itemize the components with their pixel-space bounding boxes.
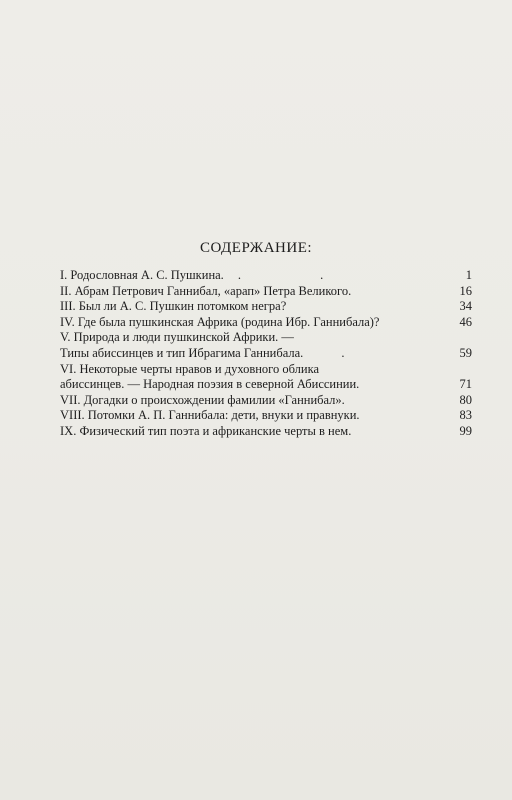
toc-entry-page: 34 (459, 299, 472, 314)
toc-entry-5 (60, 330, 472, 346)
toc-entry-1 (60, 268, 472, 284)
toc-entry-title: V. Природа и люди пушкинской Африки. — (60, 330, 294, 345)
toc-entry-title: III. Был ли А. С. Пушкин потомком негра? (60, 299, 287, 314)
toc-entry-page: 46 (459, 314, 472, 329)
toc-entry-dots: . . (237, 268, 362, 282)
toc-entry-dots: . (341, 345, 383, 360)
toc-entry-title: II. Абрам Петрович Ганнибал, «арап» Петра Великого. (60, 283, 352, 298)
toc-entry-6-continuation (60, 377, 472, 393)
toc-entry-4 (60, 315, 472, 331)
toc-entry-title: VI. Некоторые черты нравов и духовного облика (60, 361, 320, 376)
toc-entry-9 (60, 424, 472, 440)
toc-entry-page: 83 (459, 408, 472, 423)
table-of-contents (60, 268, 472, 440)
toc-entry-title: IV. Где была пушкинская Африка (родина Ибр. Ганнибала)? (60, 314, 380, 329)
toc-entry-7 (60, 393, 472, 409)
toc-entry-title: VIII. Потомки А. П. Ганнибала: дети, внуки и правнуки. (60, 408, 360, 423)
toc-entry-page: 59 (459, 345, 472, 360)
toc-entry-page: 1 (465, 268, 472, 282)
toc-entry-page: 80 (459, 392, 472, 407)
toc-entry-2 (60, 284, 472, 300)
toc-entry-8 (60, 408, 472, 424)
toc-entry-page: 99 (459, 423, 472, 438)
toc-entry-title: VII. Догадки о происхождении фамилии «Ганнибал». (60, 392, 345, 407)
toc-entry-3 (60, 299, 472, 315)
toc-entry-page: 71 (459, 377, 472, 392)
page-title: СОДЕРЖАНИЕ: (199, 240, 313, 256)
toc-entry-title: IX. Физический тип поэта и африканские черты в нем. (60, 423, 352, 438)
toc-entry-continuation: абиссинцев. — Народная поэзия в северной Абиссинии. (60, 377, 360, 392)
toc-entry-page: 16 (459, 283, 472, 298)
toc-entry-title: I. Родословная А. С. Пушкина. (60, 268, 224, 282)
toc-entry-6 (60, 362, 472, 378)
toc-entry-5-continuation (60, 346, 472, 362)
toc-entry-continuation: Типы абиссинцев и тип Ибрагима Ганнибала. (60, 345, 304, 360)
